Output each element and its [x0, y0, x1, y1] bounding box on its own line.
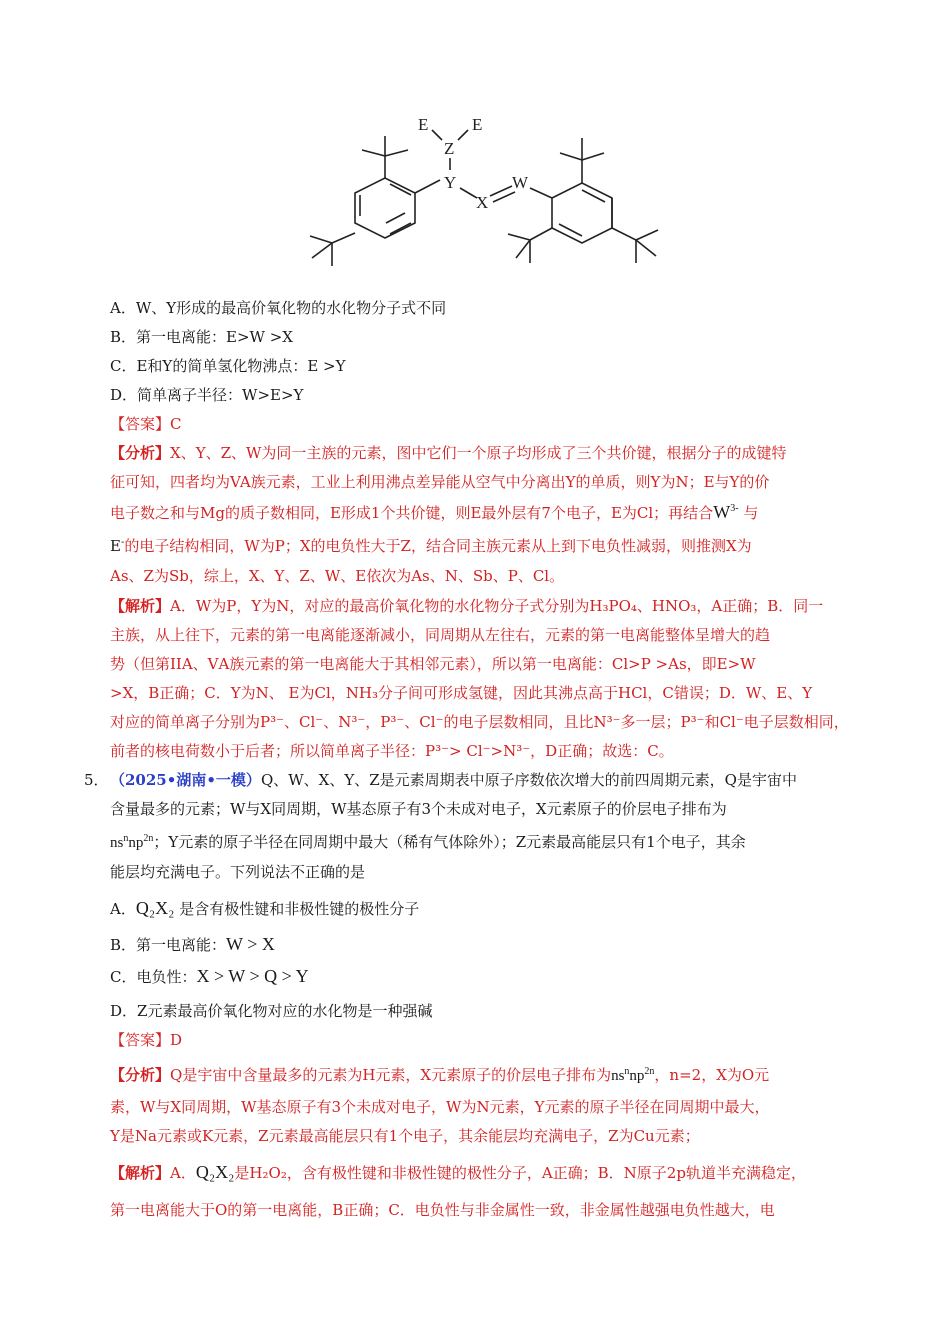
q4-explain-line-5: 对应的简单离子分别为P³⁻、Cl⁻、N³⁻，P³⁻、Cl⁻的电子层数相同，且比N³⁻多一层；P³⁻和Cl⁻电子层数相同， — [110, 713, 849, 731]
q4-analysis-line-3: 电子数之和与Mg的质子数相同，E形成1个共价键，则E最外层有7个电子，E为Cl；再结合$W^{3-}$ 与 — [110, 502, 759, 522]
q4-option-c: C．E和Y的简单氢化物沸点：E >Y — [110, 357, 346, 375]
q4-w3-ion: $W^{3-}$ — [713, 502, 739, 522]
q4-explain-line-4: >X，B正确；C．Y为N、 E为Cl，NH₃分子间可形成氢键，因此其沸点高于HCl，C错误；D．W、E、Y — [110, 684, 813, 702]
q4-explain-line-3: 势（但第IIA、ⅤA族元素的第一电离能大于其相邻元素），所以第一电离能：Cl>P >As，即E>W — [110, 655, 756, 673]
q5-stem-line-1: （2025•湖南•一模）Q、W、X、Y、Z是元素周期表中原子序数依次增大的前四周期元素，Q是宇宙中 — [110, 771, 797, 789]
q4-analysis-line-1: 【分析】X、Y、Z、W为同一主族的元素，图中它们一个原子均形成了三个共价键，根据分子的成键特 — [110, 444, 787, 462]
atom-x: X — [476, 193, 489, 212]
q5-analysis-line-1: 【分析】Q是宇宙中含量最多的元素为H元素，X元素原子的价层电子排布为$ns^nnp^{2n}$，n=2，X为O元 — [110, 1066, 770, 1084]
q5-explain-line-2: 第一电离能大于O的第一电离能，B正确；C．电负性与非金属性一致，非金属性越强电负性越大，电 — [110, 1201, 775, 1219]
q5-analysis-tag: 【分析】 — [110, 1066, 171, 1084]
q4-analysis-line-5: As、Z为Sb，综上，X、Y、Z、W、E依次为As、N、Sb、P、Cl。 — [110, 567, 565, 585]
atom-e-right: E — [472, 115, 483, 134]
q5-option-d: D．Z元素最高价氧化物对应的水化物是一种强碱 — [110, 1002, 433, 1020]
q5-explain-line-1: 【解析】A．Q₂X₂是H₂O₂，含有极性键和非极性键的极性分子，A正确；B．N原子2p轨道半充满稳定， — [110, 1162, 806, 1182]
q5-stem-line-3: $ns^nnp^{2n}$；Y元素的原子半径在同周期中最大（稀有气体除外）；Z元素最高能层只有1个电子，其余 — [110, 833, 746, 851]
q5-answer: 【答案】D — [110, 1031, 183, 1049]
q4-explain-line-2: 主族，从上往下，元素的第一电离能逐渐减小，同周期从左往右，元素的第一电离能整体呈增大的趋 — [110, 626, 771, 644]
atom-z: Z — [444, 139, 455, 158]
q5-analysis-line-2: 素，W与X同周期，W基态原子有3个未成对电子，W为N元素，Y元素的原子半径在同周期中最大， — [110, 1098, 770, 1116]
q4-analysis-tag: 【分析】 — [110, 444, 171, 462]
q4-option-d: D．简单离子半径：W>E>Y — [110, 386, 304, 404]
q4-e-ion: E- — [110, 537, 125, 555]
q5-explain-tag: 【解析】 — [110, 1164, 171, 1182]
atom-y: Y — [444, 173, 457, 192]
atom-w: W — [512, 173, 529, 192]
q5-stem-line-2: 含量最多的元素；W与X同周期，W基态原子有3个未成对电子，X元素原子的价层电子排布为 — [110, 800, 727, 818]
q4-answer: 【答案】C — [110, 415, 182, 433]
q5-stem-line-4: 能层均充满电子。下列说法不正确的是 — [110, 863, 366, 881]
q4-analysis-line-4: E-的电子结构相同，W为P；X的电负性大于Z，结合同主族元素从上到下电负性减弱，则推测X为 — [110, 537, 752, 555]
q4-option-b: B．第一电离能：E>W >X — [110, 328, 293, 346]
q4-option-a: A．W、Y形成的最高价氧化物的水化物分子式不同 — [110, 299, 447, 317]
q4-explain-line-6: 前者的核电荷数小于后者；所以简单离子半径：P³⁻> Cl⁻>N³⁻，D正确；故选：C。 — [110, 742, 674, 760]
q5-analysis-line-3: Y是Na元素或K元素，Z元素最高能层只有1个电子，其余能层均充满电子，Z为Cu元素； — [110, 1127, 700, 1145]
q4-explain-tag: 【解析】 — [110, 597, 171, 615]
q5-number: 5． — [84, 771, 109, 789]
q5-analysis-config: $ns^nnp^{2n}$ — [611, 1066, 655, 1084]
q4-explain-line-1: 【解析】A．W为P，Y为N，对应的最高价氧化物的水化物分子式分别为H₃PO₄、HNO₃，A正确；B．同一 — [110, 597, 824, 615]
q4-analysis-line-2: 征可知，四者均为VA族元素，工业上利用沸点差异能从空气中分离出Y的单质，则Y为N；E与Y的价 — [110, 473, 770, 491]
q5-config: $ns^nnp^{2n}$ — [110, 833, 154, 851]
q5-option-a: A．Q₂X₂ 是含有极性键和非极性键的极性分子 — [110, 898, 420, 918]
molecule-structure — [290, 108, 730, 293]
atom-e-left: E — [418, 115, 429, 134]
q5-option-b: B．第一电离能：W > X — [110, 934, 275, 954]
q5-source: （2025•湖南•一模） — [110, 771, 261, 789]
q5-option-c: C．电负性：X > W > Q > Y — [110, 966, 309, 986]
